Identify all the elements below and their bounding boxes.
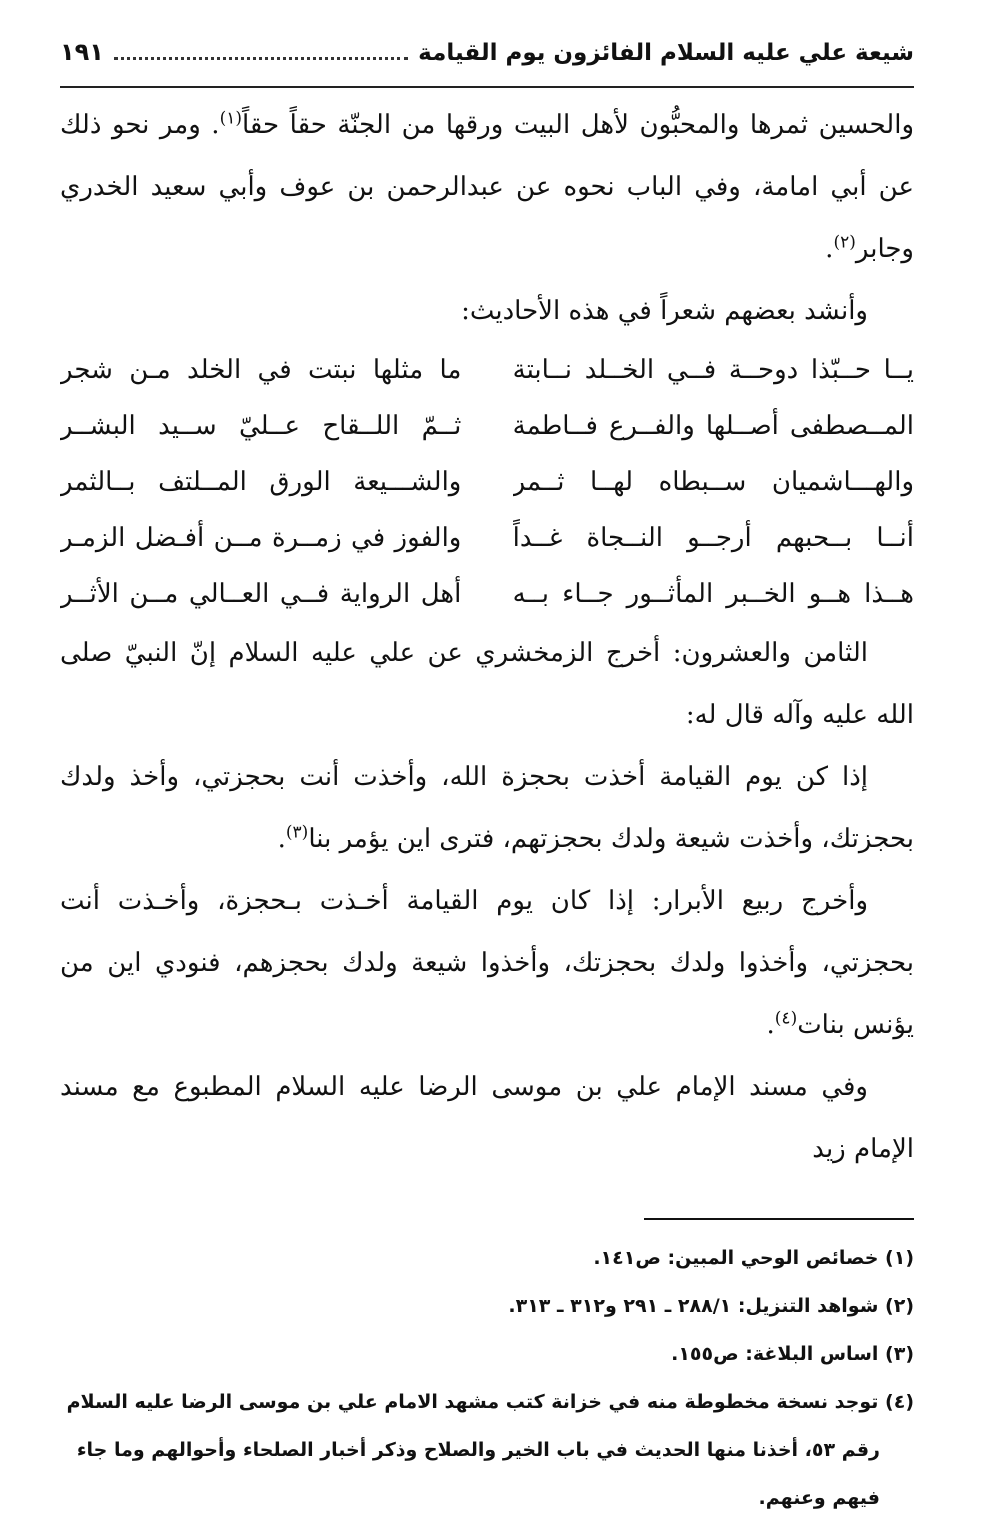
paragraph-3: الثامن والعشرون: أخرج الزمخشري عن علي عليه السلام إنّ النبيّ صلى الله عليه وآله قال له:	[60, 638, 914, 730]
p5-line2: بحجزتي، وأخذوا ولدك بحجزتك، وأخذوا شيعة ولدك بحجزهم، فنودي اين من	[60, 948, 914, 978]
footnote-ref-2: (٢)	[833, 232, 856, 253]
running-header	[60, 38, 914, 88]
verse-4-right: أنــا بــحبهم أرجــو النــجاة غــداً	[512, 523, 914, 553]
verse-2-left: ثــمّ اللــقاح عــليّ ســيد البشــر	[60, 411, 462, 441]
page-number: ١٩١	[60, 38, 104, 66]
footnote-ref-3: (٣)	[285, 822, 309, 843]
p1-line1-end: . ومر نحو ذلك	[60, 110, 220, 140]
footnote-2: (٢) شواهد التنزيل: ٢٨٨/١ ـ ٢٩١ و٣١٢ ـ ٣١٣.	[508, 1295, 914, 1317]
verse-5-left: أهل الرواية فــي العــالي مــن الأثــر	[60, 579, 462, 609]
p1-line1: والحسين ثمرها والمحبُّون لأهل البيت ورقها من الجنّة حقاً حقاً	[241, 110, 914, 140]
p1-line3-end: .	[825, 234, 834, 264]
p5-line1: وأخرج ربيع الأبرار: إذا كان يوم القيامة أخـذت بـحجزة، وأخـذت أنت	[60, 886, 868, 916]
main-text	[60, 94, 914, 1180]
paragraph-4	[60, 746, 914, 870]
verse-1-left: ما مثلها نبتت في الخلد مـن شجر	[60, 355, 462, 385]
verse-4	[60, 510, 914, 566]
verse-3-right: والهـــاشميان ســبطاه لهــا ثــمر	[512, 467, 914, 497]
footnote-3: (٣) اساس البلاغة: ص١٥٥.	[671, 1343, 914, 1365]
p5-end: .	[766, 1010, 775, 1040]
verse-1-right: يــا حــبّذا دوحــة فــي الخــلد نــابتة	[512, 355, 914, 385]
verse-5-right: هــذا هــو الخــبر المأثــور جــاء بــه	[512, 579, 914, 609]
verse-3-left: والشـــيعة الورق المــلتف بــالثمر	[60, 467, 462, 497]
p5-line3: يؤنس بنات	[797, 1010, 914, 1040]
paragraph-6: وفي مسند الإمام علي بن موسى الرضا عليه السلام المطبوع مع مسند الإمام زيد	[60, 1072, 914, 1164]
p1-line3: وجابر	[855, 234, 914, 264]
paragraph-5	[60, 870, 914, 1056]
verse-2	[60, 398, 914, 454]
verse-3	[60, 454, 914, 510]
header-title: شيعة علي عليه السلام الفائزون يوم القيامة	[418, 40, 914, 66]
p1-line2: عن أبي امامة، وفي الباب نحوه عن عبدالرحمن بن عوف وأبي سعيد الخدري	[60, 172, 914, 202]
book-page	[60, 38, 914, 1509]
header-leader-dots	[114, 56, 408, 60]
verse-4-left: والفوز في زمــرة مــن أفـضل الزمـر	[60, 523, 462, 553]
footnote-4: (٤) توجد نسخة مخطوطة منه في خزانة كتب مشهد الامام علي بن موسى الرضا عليه السلام رقم ٥٣، أخذنا منها الحديث في باب الخير والصلاح وذكر أخبار الصلحاء وأحوالهم وما جاء فيهم وعنهم.	[66, 1391, 914, 1509]
footnote-rule	[644, 1218, 914, 1220]
paragraph-2: وأنشد بعضهم شعراً في هذه الأحاديث:	[461, 296, 868, 326]
p4-line1: إذا كن يوم القيامة أخذت بحجزة الله، وأخذت أنت بحجزتي، وأخذ ولدك	[60, 762, 868, 792]
verse-2-right: المــصطفى أصــلها والفــرع فــاطمة	[512, 411, 914, 441]
footnote-ref-1: (١)	[219, 108, 242, 129]
paragraph-1	[60, 94, 914, 280]
p4-end: .	[277, 824, 286, 854]
verse-1	[60, 342, 914, 398]
verse-5	[60, 566, 914, 622]
footnote-1: (١) خصائص الوحي المبين: ص١٤١.	[593, 1247, 914, 1269]
footnotes	[60, 1234, 914, 1522]
poem	[60, 342, 914, 622]
footnote-ref-4: (٤)	[774, 1008, 798, 1029]
p4-line2: بحجزتك، وأخذت شيعة ولدك بحجزتهم، فترى اين يؤمر بنا	[308, 824, 914, 854]
